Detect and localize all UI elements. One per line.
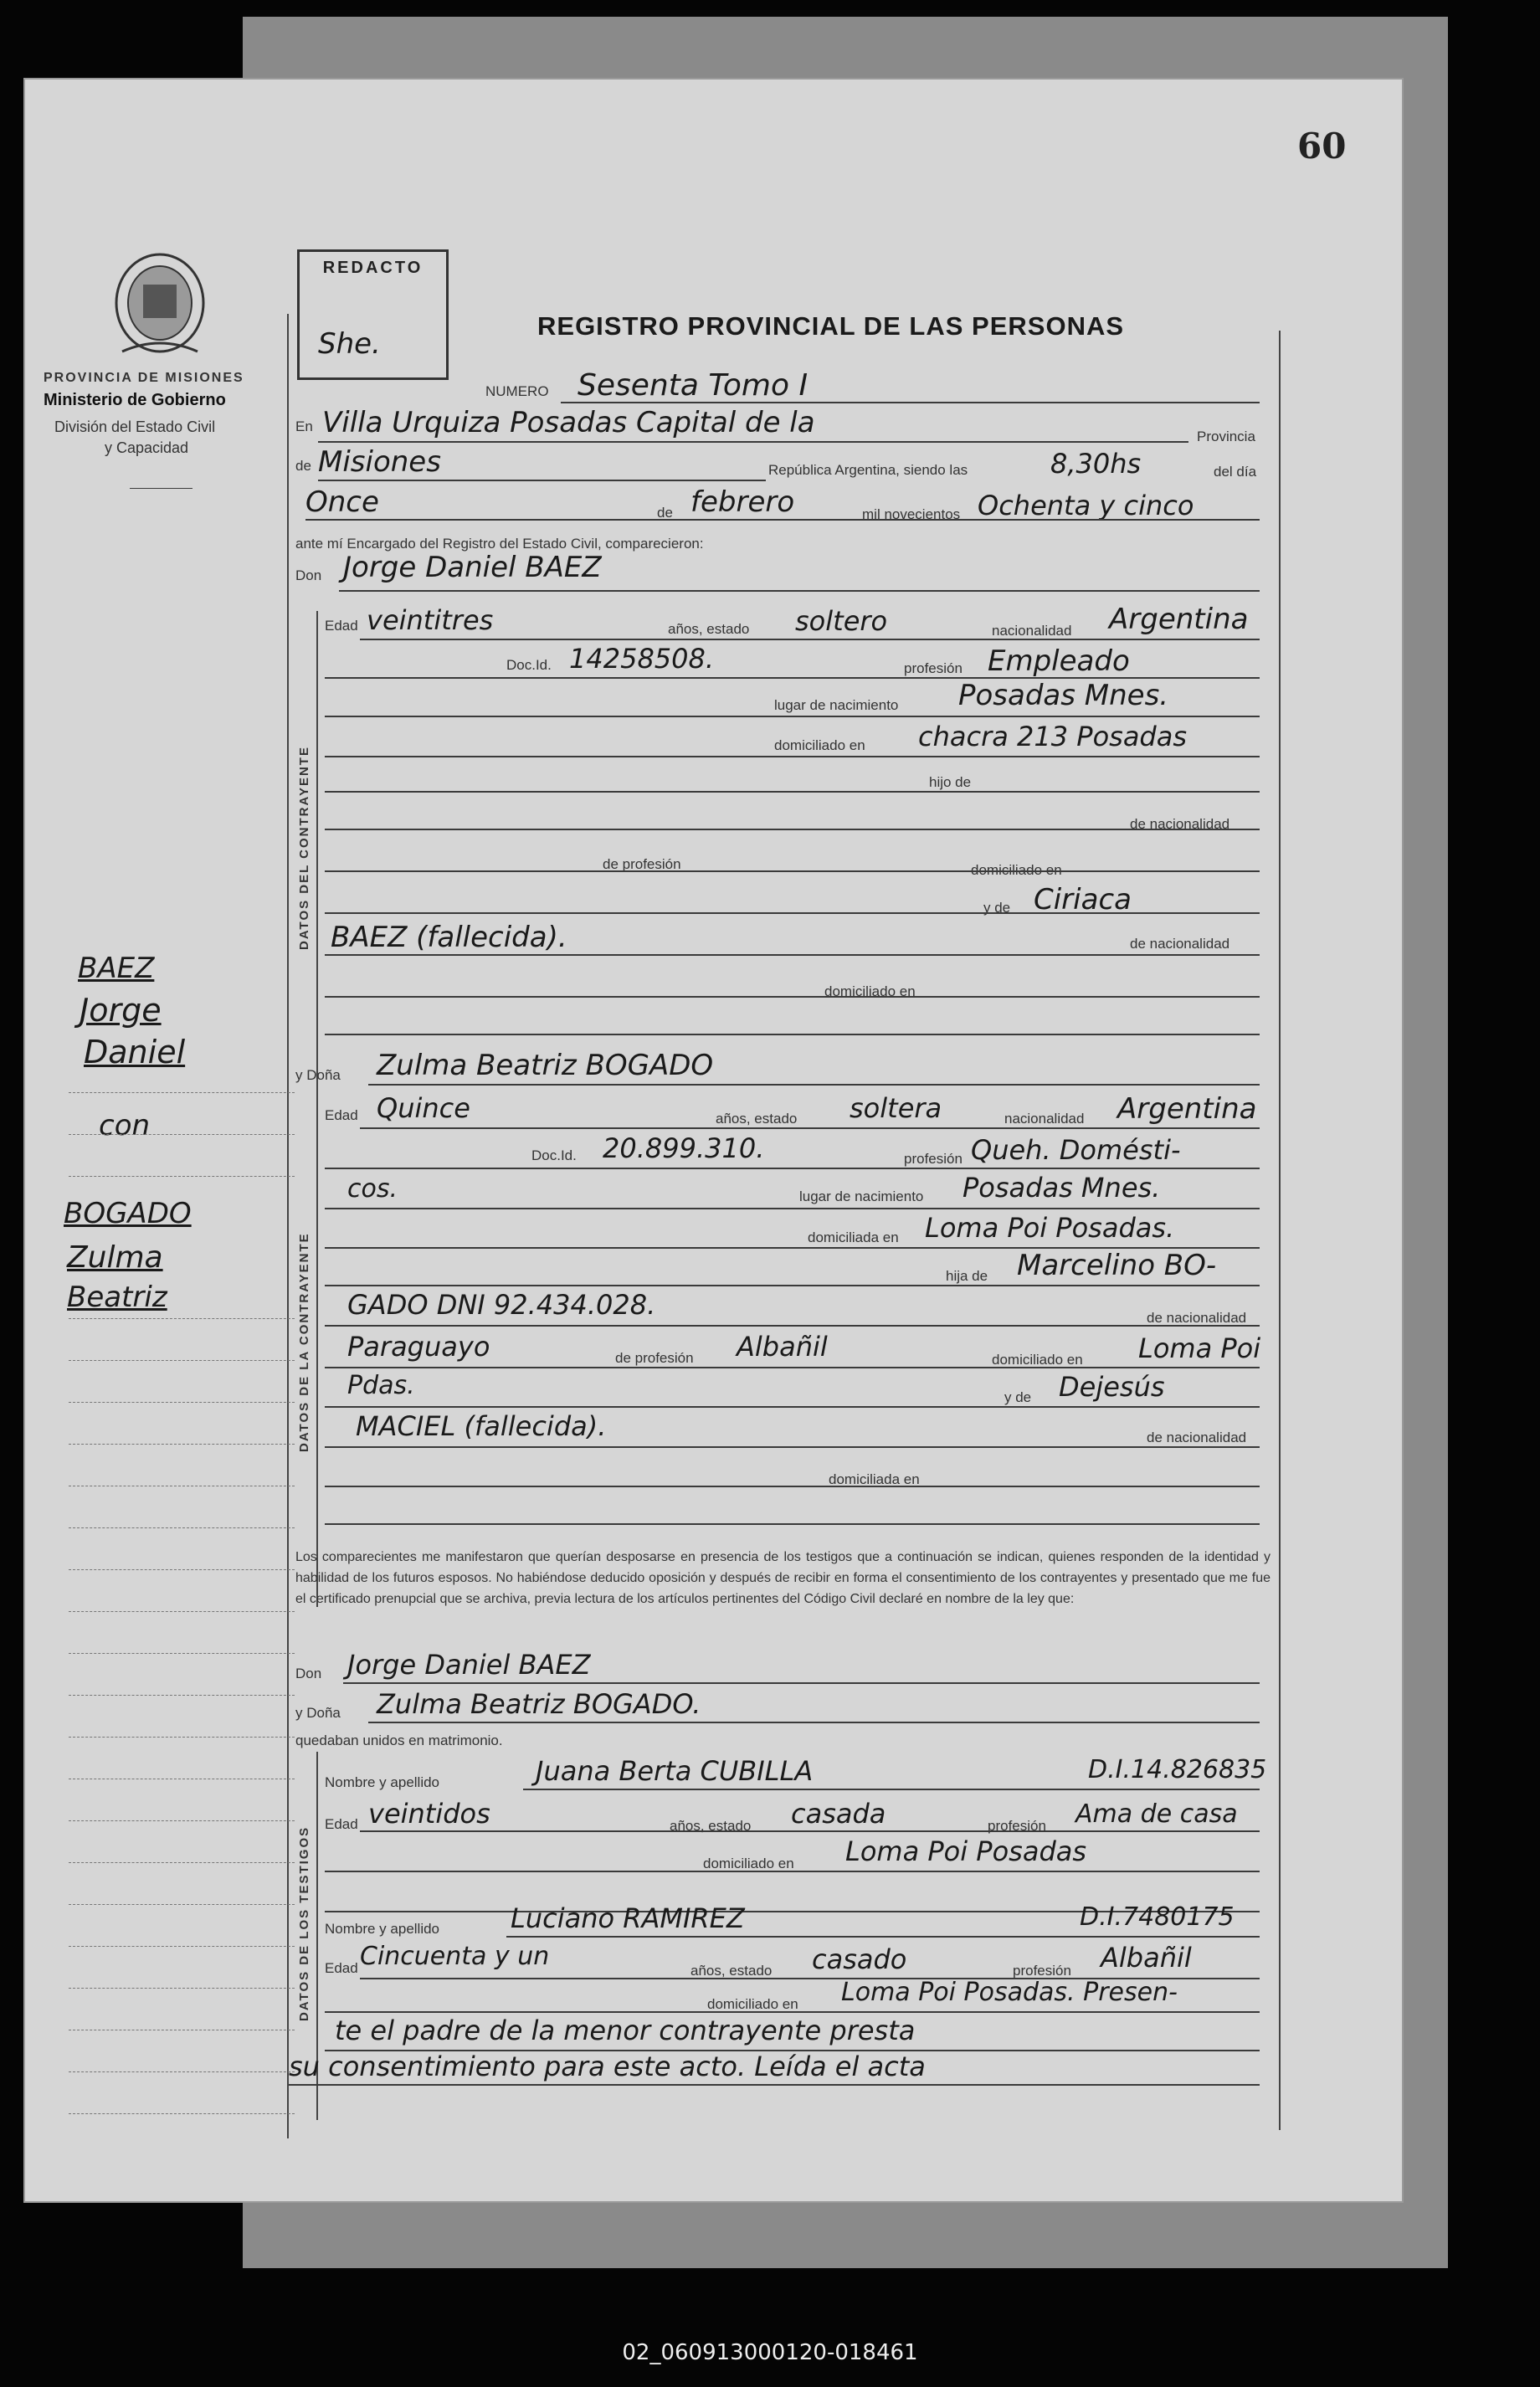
f-edad-label: Edad [325,1107,358,1123]
t2-nombre-label: Nombre y apellido [325,1921,440,1937]
union-dona-label: y Doña [295,1705,341,1721]
side-name-4: con [99,1109,151,1142]
side-line [69,2071,295,2072]
t2-dom-label: domiciliado en [707,1996,798,2012]
lugar-label: lugar de nacimiento [774,697,899,713]
de-label: de [295,458,311,474]
line [325,1446,1260,1448]
line [325,791,1260,793]
f-prof-label: profesión [904,1151,963,1167]
side-line [69,1092,295,1093]
domicilio-value: chacra 213 Posadas [918,721,1188,752]
line [506,1936,1260,1938]
side-line [69,1611,295,1612]
nacionalidad-value: Argentina [1109,603,1249,636]
t2-anios-label: años, estado [690,1963,773,1979]
f-padre-nac-value: Paraguayo [347,1331,490,1363]
dom-en-label: domiciliado en [971,862,1062,878]
line [325,1325,1260,1327]
side-line [69,1653,295,1654]
quedaban-text: quedaban unidos en matrimonio. [295,1732,503,1748]
line [325,716,1260,717]
provincia-label: Provincia [1197,429,1255,444]
f-madre-value-1: Dejesús [1059,1371,1165,1403]
testigos-section-label: DATOS DE LOS TESTIGOS [297,1825,311,2021]
lugar-value: Posadas Mnes. [958,679,1169,712]
line [325,1486,1260,1487]
contrayente-f-section-label: DATOS DE LA CONTRAYENTE [297,1232,311,1452]
side-line [69,1820,295,1821]
t2-edad-label: Edad [325,1960,358,1976]
f-dom-label: domiciliada en [808,1229,899,1245]
republica-label: República Argentina, siendo las [768,462,968,478]
t1-estado-value: casada [791,1798,886,1830]
side-name-1: BAEZ [78,952,155,985]
f-padre-value-2: GADO DNI 92.434.028. [347,1289,656,1321]
line [325,1367,1260,1368]
f-nac-label: nacionalidad [1004,1111,1085,1127]
line [325,1208,1260,1209]
t1-nombre-value: Juana Berta CUBILLA [536,1755,814,1787]
doc-value: 14258508. [569,643,715,675]
f-anios-label: años, estado [716,1111,798,1127]
redacto-box [297,249,449,380]
union-dona-value: Zulma Beatriz BOGADO. [377,1688,701,1720]
line [523,1789,1260,1790]
t2-nombre-value: Luciano RAMIREZ [511,1902,745,1934]
doc-label: Doc.Id. [506,657,552,673]
don-value: Jorge Daniel BAEZ [343,551,602,584]
numero-value: Sesenta Tomo I [578,368,808,403]
f-padre-prof-value: Albañil [737,1331,828,1363]
side-line [69,1527,295,1528]
right-border-line [1279,331,1281,2130]
t2-domicilio-value: Loma Poi Posadas. Presen- [841,1978,1178,2007]
side-line [69,1695,295,1696]
dona-label: y Doña [295,1067,341,1083]
numero-label: NUMERO [485,383,549,399]
t1-dom-label: domiciliado en [703,1856,794,1871]
mes-value: febrero [690,485,795,519]
side-line [69,1134,295,1135]
line [289,2084,1260,2086]
side-line [69,1946,295,1947]
hora-value: 8,30hs [1050,448,1142,480]
line [368,1084,1260,1086]
dom-label: domiciliado en [774,737,865,753]
line [325,912,1260,914]
line [325,1034,1260,1035]
ante-text: ante mí Encargado del Registro del Estado Civil, comparecieron: [295,536,704,552]
side-line [69,1904,295,1905]
de-prof-label: de profesión [603,856,681,872]
provincia-value: Misiones [318,445,441,479]
line [325,870,1260,872]
dona-value: Zulma Beatriz BOGADO [377,1049,714,1082]
f-madre-value-2: MACIEL (fallecida). [356,1410,607,1442]
t1-edad-value: veintidos [368,1798,490,1830]
side-name-3: Daniel [84,1034,186,1070]
de-label-2: de [657,505,673,521]
t2-doc-value: D.I.7480175 [1080,1902,1235,1932]
margin-line [287,314,289,2138]
line [561,402,1260,403]
t1-edad-label: Edad [325,1816,358,1832]
side-line [69,1176,295,1177]
dom-en-label-2: domiciliado en [824,983,916,999]
province-label: PROVINCIA DE MISIONES [44,371,244,385]
register-page [25,80,1402,2201]
division-label: División del Estado Civil [54,418,216,435]
de-nac-label: de nacionalidad [1130,816,1230,832]
t2-profesion-value: Albañil [1101,1942,1192,1974]
line [360,1127,1260,1129]
f-padre-value-1: Marcelino BO- [1017,1249,1217,1282]
union-don-value: Jorge Daniel BAEZ [347,1649,591,1681]
f-estado-value: soltera [850,1092,942,1124]
nac-label: nacionalidad [992,623,1072,639]
f-profesion-value-2: cos. [347,1174,398,1204]
estado-value: soltero [795,605,888,637]
f-padre-dom-value-1: Loma Poi [1138,1332,1261,1364]
side-line [69,1402,295,1403]
line [343,1682,1260,1684]
t1-doc-value: D.I.14.826835 [1088,1755,1267,1784]
hijo-label: hijo de [929,774,972,790]
anios-label: años, estado [668,621,750,637]
f-dom-en-label-2: domiciliada en [829,1471,920,1487]
de-nac-label-2: de nacionalidad [1130,936,1230,952]
f-dom-en-label: domiciliado en [992,1352,1083,1368]
side-line [69,1360,295,1361]
y-de-label: y de [983,900,1011,916]
side-line [69,1444,295,1445]
line [325,1168,1260,1169]
side-name-5: BOGADO [64,1197,192,1230]
don-label: Don [295,567,322,583]
f-hija-label: hija de [946,1268,988,1284]
side-name-6: Zulma [67,1240,163,1275]
line [339,590,1260,592]
side-line [69,1318,295,1319]
t2-extra-1: te el padre de la menor contrayente presta [335,2015,916,2046]
union-don-label: Don [295,1666,322,1681]
line [325,954,1260,956]
t1-domicilio-value: Loma Poi Posadas [845,1835,1087,1867]
t2-extra-2: su consentimiento para este acto. Leída el acta [289,2051,926,2082]
t1-nombre-label: Nombre y apellido [325,1774,440,1790]
section-bracket [316,1101,318,1607]
f-de-nac-label-2: de nacionalidad [1147,1430,1247,1445]
f-edad-value: Quince [377,1092,470,1124]
section-bracket [316,611,318,1117]
serial-label: 02_060913000120-018461 [622,2340,918,2365]
prof-label: profesión [904,660,963,676]
line [360,1830,1260,1832]
side-line [69,2113,295,2114]
line [318,441,1188,443]
line [305,519,1260,521]
line [325,829,1260,830]
contrayente-section-label: DATOS DEL CONTRAYENTE [297,746,311,950]
capacity-label: y Capacidad [105,439,189,456]
coat-of-arms-seal [105,251,214,364]
f-lugar-value: Posadas Mnes. [963,1172,1161,1204]
lugar-value: Villa Urquiza Posadas Capital de la [322,406,815,439]
t2-edad-value: Cincuenta y un [360,1942,550,1971]
line [325,1523,1260,1525]
line [325,1871,1260,1872]
anio-value: Ochenta y cinco [978,490,1194,521]
side-line [69,1569,295,1570]
redacto-initials: She. [318,327,381,361]
f-y-de-label: y de [1004,1389,1032,1405]
t1-profesion-value: Ama de casa [1075,1799,1238,1829]
body-text: Los comparecientes me manifestaron que querían desposarse en presencia de los testigos que a continuación se indican, quienes responden de la identidad y habilidad de los futuros esposos. No habiéndose deducido oposición y después de recibir en forma el consentimiento de los contrayentes y presentado que me fue el certificado prenupcial que se archiva, previa lectura de los artículos pertinentes del Código Civil declaré en nombre de la ley que: [295,1550,1270,1606]
side-line [69,1988,295,1989]
f-profesion-value-1: Queh. Domésti- [971,1134,1181,1166]
side-name-7: Beatriz [67,1281,167,1314]
t1-prof-label: profesión [988,1818,1046,1834]
line [325,2011,1260,2013]
t2-estado-value: casado [812,1943,907,1975]
mil-label: mil novecientos [862,506,961,522]
edad-label: Edad [325,618,358,634]
f-doc-label: Doc.Id. [531,1147,577,1163]
t2-prof-label: profesión [1013,1963,1071,1979]
line [325,996,1260,998]
del-dia-label: del día [1214,464,1257,480]
side-line [69,1862,295,1863]
redacto-label: REDACTO [322,259,424,277]
en-label: En [295,418,313,434]
line [325,1406,1260,1408]
f-domicilio-value: Loma Poi Posadas. [925,1212,1175,1244]
side-name-2: Jorge [80,992,162,1029]
line [368,1722,1260,1723]
profesion-value: Empleado [988,644,1130,678]
line [318,480,766,481]
edad-value: veintitres [367,604,494,636]
f-padre-dom-value-2: Pdas. [347,1371,415,1400]
page-title: REGISTRO PROVINCIAL DE LAS PERSONAS [537,311,1125,341]
f-doc-value: 20.899.310. [603,1132,765,1164]
f-lugar-label: lugar de nacimiento [799,1188,924,1204]
madre-value-1: Ciriaca [1034,883,1132,916]
line [360,639,1260,640]
sidebar-rule [130,488,192,489]
side-line [69,1737,295,1738]
line [325,756,1260,757]
f-de-nac-label: de nacionalidad [1147,1310,1247,1326]
t1-anios-label: años, estado [670,1818,752,1834]
f-de-prof-label: de profesión [615,1350,694,1366]
page-number: 60 [1297,126,1347,167]
f-nacionalidad-value: Argentina [1117,1092,1257,1126]
line [325,1285,1260,1286]
dia-value: Once [305,485,379,519]
madre-value-2: BAEZ (fallecida). [331,921,567,954]
ministry-label: Ministerio de Gobierno [44,391,226,409]
